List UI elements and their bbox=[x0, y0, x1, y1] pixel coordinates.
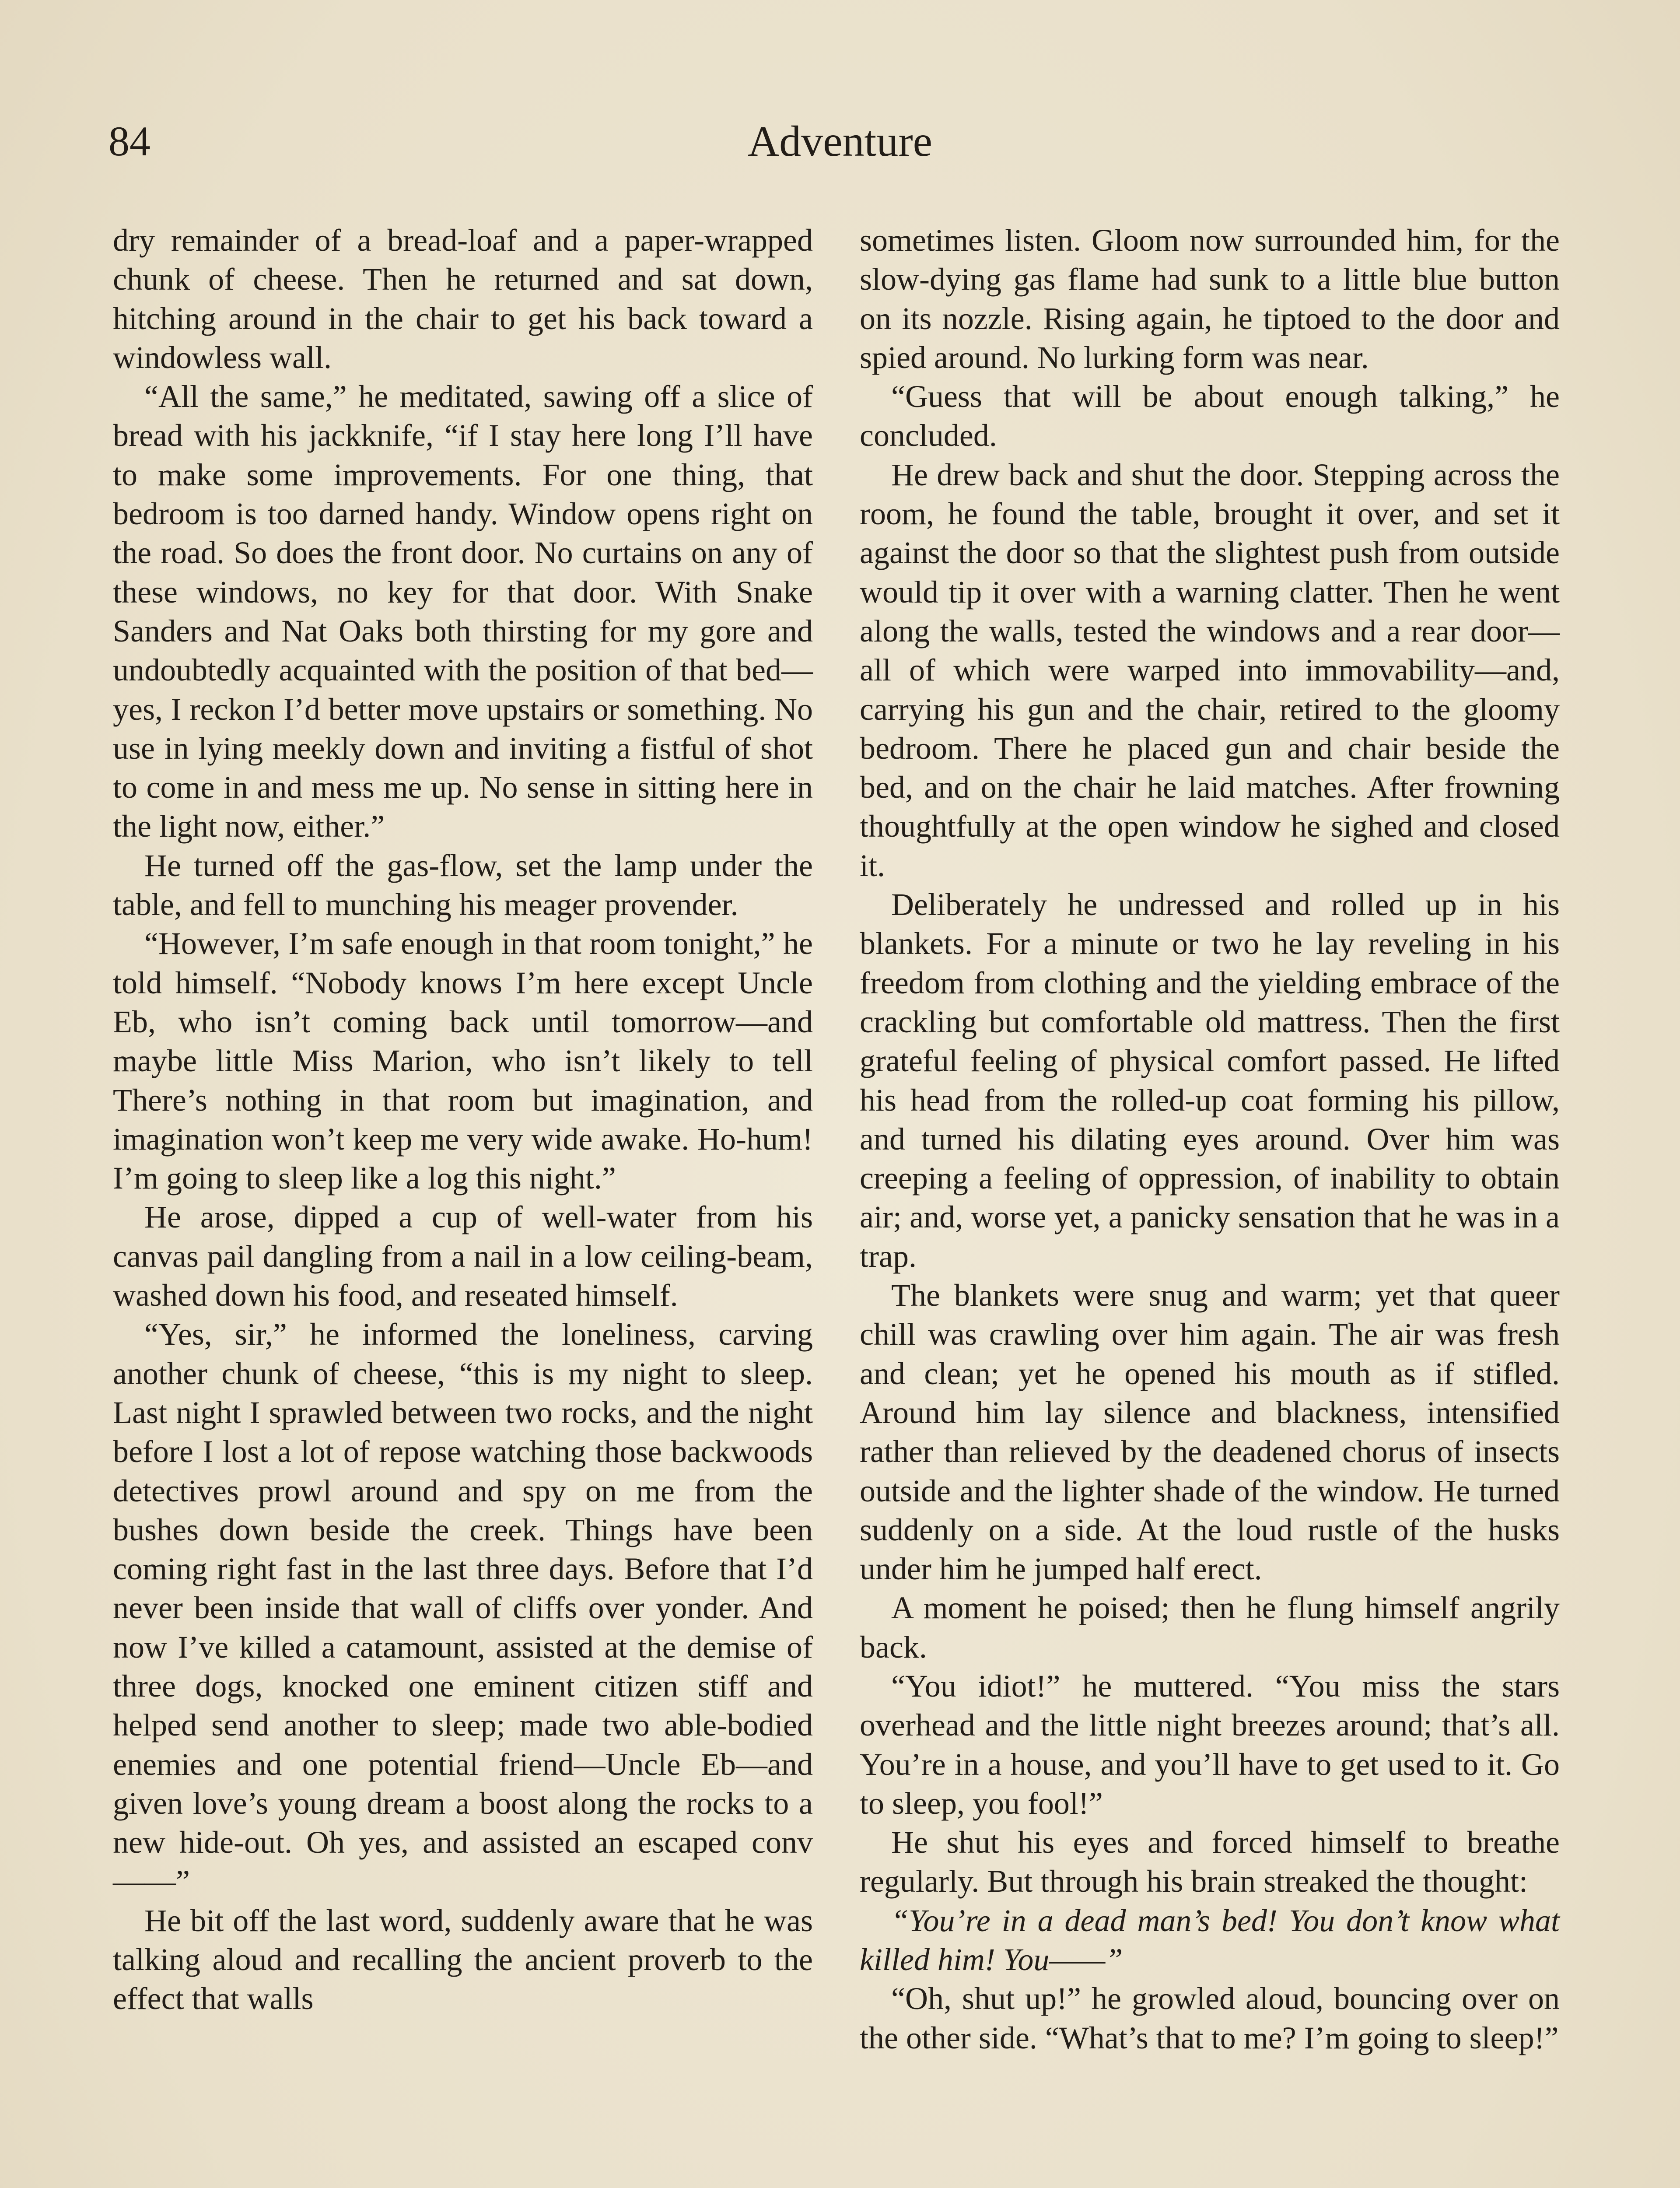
paragraph: He turned off the gas-flow, set the lamp under the table, and fell to munching his meager provender. bbox=[113, 848, 813, 922]
italic-thought: “You’re in a dead man’s bed! You don’t know what killed him! You——” bbox=[860, 1903, 1560, 1978]
paragraph: He shut his eyes and forced himself to breathe regularly. But through his brain streaked the thought: bbox=[860, 1825, 1560, 1899]
paragraph: Deliberately he undressed and rolled up in his blankets. For a minute or two he lay reveling in his freedom from clothing and the yielding embrace of the crackling but comfortable old mattress. Then the first grateful feeling of physical comfort passed. He lifted his head from the rolled-up coat forming his pillow, and turned his dilating eyes around. Over him was creeping a feeling of oppression, of inability to obtain air; and, worse yet, a panicky sensation that he was in a trap. bbox=[860, 887, 1560, 1274]
right-column bbox=[860, 221, 1560, 2058]
paragraph: “You idiot!” he muttered. “You miss the stars overhead and the little night breezes around; that’s all. You’re in a house, and you’ll have to get used to it. Go to sleep, you fool!” bbox=[860, 1668, 1560, 1821]
paragraph: The blankets were snug and warm; yet that queer chill was crawling over him again. The air was fresh and clean; yet he opened his mouth as if stifled. Around him lay silence and blackness, intensified rather than relieved by the deadened chorus of insects outside and the lighter shade of the window. He turned suddenly on a side. At the loud rustle of the husks under him he jumped half erect. bbox=[860, 1278, 1560, 1587]
paragraph: dry remainder of a bread-loaf and a paper-wrapped chunk of cheese. Then he returned and sat down, hitching around in the chair to get his back toward a windowless wall. bbox=[113, 223, 813, 375]
italic-paragraph bbox=[860, 1901, 1560, 1980]
paragraph: sometimes listen. Gloom now surrounded him, for the slow-dying gas flame had sunk to a little blue button on its nozzle. Rising again, he tiptoed to the door and spied around. No lurking form was near. bbox=[860, 223, 1560, 375]
paragraph: A moment he poised; then he flung himself angrily back. bbox=[860, 1590, 1560, 1665]
paragraph: He bit off the last word, suddenly aware that he was talking aloud and recalling the ancient proverb to the effect that walls bbox=[113, 1903, 813, 2016]
paragraph: He drew back and shut the door. Stepping across the room, he found the table, brought it over, and set it against the door so that the slightest push from outside would tip it over with a warning clatter. Then he went along the walls, tested the windows and a rear door—all of which were warped into immovability—and, carrying his gun and the chair, retired to the gloomy bedroom. There he placed gun and chair beside the bed, and on the chair he laid matches. After frowning thoughtfully at the open window he sighed and closed it. bbox=[860, 457, 1560, 883]
paragraph: “Oh, shut up!” he growled aloud, bouncing over on the other side. “What’s that to me? I’m going to sleep!” bbox=[860, 1981, 1560, 2055]
left-column bbox=[113, 221, 813, 2019]
page-number: 84 bbox=[108, 118, 150, 165]
paragraph: “Guess that will be about enough talking,” he concluded. bbox=[860, 379, 1560, 453]
paragraph: “However, I’m safe enough in that room tonight,” he told himself. “Nobody knows I’m here except Uncle Eb, who isn’t coming back until tomorrow—and maybe little Miss Marion, who isn’t likely to tell There’s nothing in that room but imagination, and imagination won’t keep me very wide awake. Ho-hum! I’m going to sleep like a log this night.” bbox=[113, 926, 813, 1196]
paragraph: “Yes, sir,” he informed the loneliness, carving another chunk of cheese, “this is my night to sleep. Last night I sprawled between two rocks, and the night before I lost a lot of repose watching those backwoods detectives prowl around and spy on me from the bushes down beside the creek. Things have been coming right fast in the last three days. Before that I’d never been inside that wall of cliffs over yonder. And now I’ve killed a catamount, assisted at the demise of three dogs, knocked one eminent citizen stiff and helped send another to sleep; made two able-bodied enemies and one potential friend—Uncle Eb—and given love’s young dream a boost along the rocks to a new hide-out. Oh yes, and assisted an escaped conv——” bbox=[113, 1317, 813, 1899]
paragraph: “All the same,” he meditated, sawing off a slice of bread with his jackknife, “if I stay here long I’ll have to make some improvements. For one thing, that bedroom is too darned handy. Window opens right on the road. So does the front door. No curtains on any of these windows, no key for that door. With Snake Sanders and Nat Oaks both thirsting for my gore and undoubtedly acquainted with the position of that bed—yes, I reckon I’d better move upstairs or something. No use in lying meekly down and inviting a fistful of shot to come in and mess me up. No sense in sitting here in the light now, either.” bbox=[113, 379, 813, 844]
paragraph: He arose, dipped a cup of well-water from his canvas pail dangling from a nail in a low ceiling-beam, washed down his food, and reseated himself. bbox=[113, 1199, 813, 1313]
running-head: Adventure bbox=[747, 117, 933, 165]
